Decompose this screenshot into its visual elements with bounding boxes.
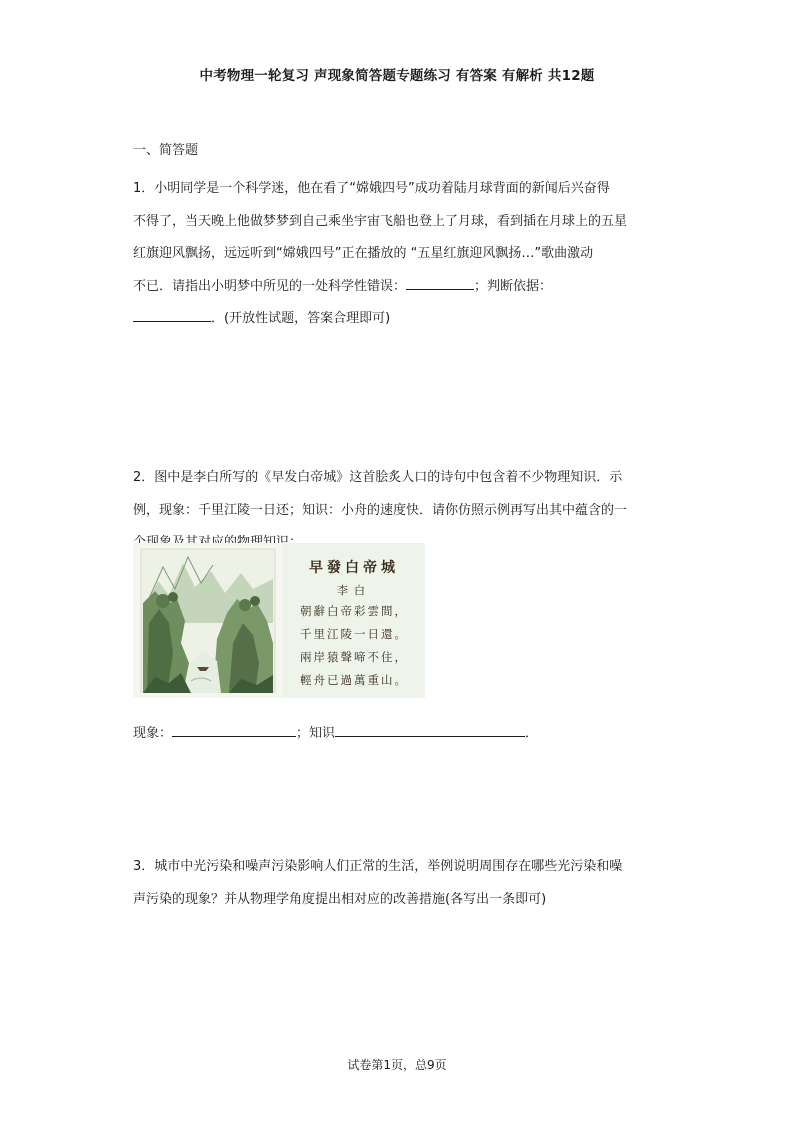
- question-2-line: 2．图中是李白所写的《早发白帝城》这首脍炙人口的诗句中包含着不少物理知识．示: [133, 470, 623, 485]
- poem-line: 朝辭白帝彩雲間，: [300, 604, 408, 618]
- answer-end-mark: ．: [525, 726, 539, 741]
- question-1: [133, 173, 663, 336]
- question-3: [133, 851, 663, 916]
- question-2-line: 例，现象：千里江陵一日还；知识：小舟的速度快．请你仿照示例再写出其中蕴含的一: [133, 502, 628, 518]
- error-answer-blank[interactable]: [406, 274, 474, 290]
- section-heading: 一、简答题: [133, 143, 199, 158]
- page-title: 中考物理一轮复习 声现象简答题专题练习 有答案 有解析 共12题: [199, 68, 595, 84]
- poem-line: 千里江陵一日還。: [300, 627, 408, 641]
- phenomenon-answer-blank[interactable]: [172, 721, 296, 737]
- question-1-line: 不得了，当天晚上他做梦梦到自己乘坐宇宙飞船也登上了月球，看到插在月球上的五星: [133, 213, 628, 229]
- poem-author: 李白: [337, 584, 371, 597]
- question-1-line-5: [133, 303, 663, 336]
- question-1-prompt: 不已．请指出小明梦中所见的一处科学性错误：: [133, 278, 407, 294]
- poem-line: 兩岸猿聲啼不住，: [300, 650, 408, 664]
- question-3-line: 3．城市中光污染和噪声污染影响人们正常的生活，举例说明周围存在哪些光污染和噪: [133, 859, 623, 874]
- question-1-line: 1．小明同学是一个科学迷，他在看了“嫦娥四号”成功着陆月球背面的新闻后兴奋得: [133, 181, 610, 196]
- question-1-basis-label: ；判断依据：: [474, 278, 553, 294]
- basis-answer-blank[interactable]: [133, 306, 211, 322]
- page-footer: 试卷第1页，总9页: [347, 1058, 447, 1072]
- knowledge-answer-blank[interactable]: [335, 721, 525, 737]
- question-1-note: ．(开放性试题，答案合理即可): [211, 311, 391, 326]
- knowledge-label: ；知识: [296, 726, 336, 741]
- phenomenon-label: 现象：: [133, 726, 173, 741]
- question-2-answer-line: [133, 721, 538, 741]
- question-1-line: 红旗迎风飘扬，远远听到“嫦娥四号”正在播放的 “五星红旗迎风飘扬…”歌曲激动: [133, 246, 594, 261]
- poem-text: [283, 543, 425, 698]
- question-1-line-4: [133, 271, 663, 304]
- poem-figure: [133, 543, 425, 698]
- poem-line: 輕舟已過萬重山。: [300, 673, 408, 687]
- poem-title: 早發白帝城: [309, 560, 399, 576]
- question-3-line: 声污染的现象？并从物理学角度提出相对应的改善措施(各写出一条即可): [133, 891, 547, 907]
- landscape-painting-image: [133, 543, 283, 698]
